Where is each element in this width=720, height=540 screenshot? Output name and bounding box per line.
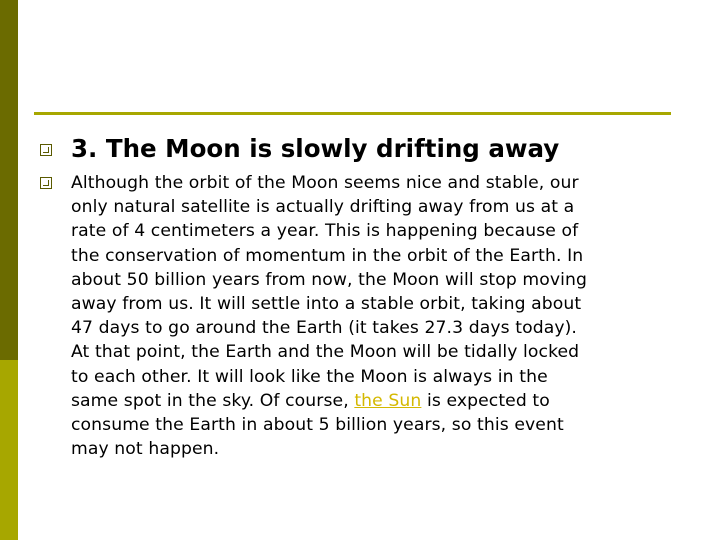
body-line: to each other. It will look like the Moon is always in the bbox=[71, 366, 548, 387]
title-rule bbox=[34, 112, 671, 115]
body-line: rate of 4 centimeters a year. This is happening because of bbox=[71, 221, 579, 242]
body-line: At that point, the Earth and the Moon will be tidally locked bbox=[71, 342, 580, 363]
the-sun-link[interactable]: the Sun bbox=[354, 390, 422, 411]
body-text-before-link: same spot in the sky. Of course, bbox=[71, 390, 355, 411]
body-line: Although the orbit of the Moon seems nice and stable, our bbox=[71, 173, 579, 193]
body-line-with-link bbox=[71, 389, 671, 413]
body-paragraph bbox=[71, 171, 671, 461]
body-line: about 50 billion years from now, the Moon will stop moving bbox=[71, 269, 588, 290]
body-text-after-link: is expected to bbox=[421, 390, 550, 411]
side-bar-light bbox=[0, 360, 18, 540]
body-line: the conservation of momentum in the orbit of the Earth. In bbox=[71, 245, 584, 266]
title-bullet-row bbox=[40, 134, 680, 164]
checkbox-bullet-icon bbox=[40, 144, 52, 156]
body-line: may not happen. bbox=[71, 439, 220, 460]
side-bar-dark bbox=[0, 0, 18, 360]
body-line: away from us. It will settle into a stable orbit, taking about bbox=[71, 294, 582, 315]
body-bullet-row bbox=[40, 171, 680, 461]
slide-title: 3. The Moon is slowly drifting away bbox=[71, 134, 560, 163]
body-line: consume the Earth in about 5 billion years, so this event bbox=[71, 415, 564, 436]
body-line: only natural satellite is actually drifting away from us at a bbox=[71, 197, 575, 218]
body-line: 47 days to go around the Earth (it takes 27.3 days today). bbox=[71, 318, 577, 339]
checkbox-bullet-icon bbox=[40, 177, 52, 189]
